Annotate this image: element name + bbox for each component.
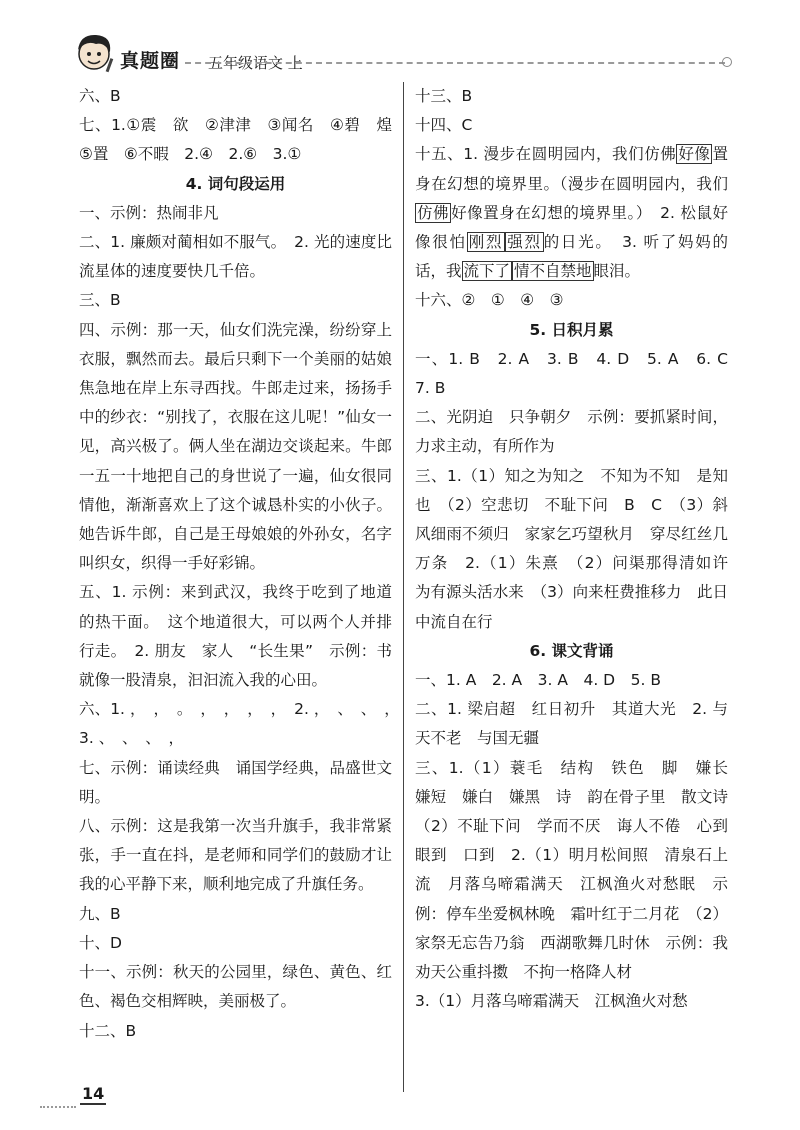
answer-item: 二、1. 梁启超 红日初升 其道大光 2. 与天不老 与国无疆 (415, 700, 728, 748)
answer-item: 3.（1）月落乌啼霜满天 江枫渔火对愁 (415, 992, 688, 1011)
boxed-word: 强烈 (507, 233, 542, 252)
answer-item: 十二、B (79, 1021, 137, 1040)
answer-item: 十三、B (415, 87, 473, 105)
boxed-word: 流下了 (463, 262, 511, 281)
answer-item: 五、1. 示例：来到武汉，我终于吃到了地道的热干面。 这个地道很大，可以两个人并排行走。 2. 朋友 家人 “长生果” 示例：书就像一股清泉，汩汩流入我的心田。 (79, 583, 392, 690)
answer-item: 三、1.（1）知之为知之 不知为不知 是知也 （2）空悲切 不耻下问 B C （3）斜风细雨不须归 家家乞巧望秋月 穿尽红丝几万条 2.（1）朱熹 （2）问渠那得清如许 为有源头活水来 （3）向来枉费推移力 此日中流自在行 (415, 466, 744, 631)
boy-mascot-icon (70, 30, 120, 76)
page-header (0, 0, 800, 80)
section-heading: 4. 词句段运用 (185, 174, 286, 193)
answer-item: 一、示例：热闹非凡 (79, 203, 219, 222)
answer-item: 七、1.①震 欲 ②津津 ③闻名 ④碧 煌 ⑤置 ⑥不暇 2.④ 2.⑥ 3.① (79, 116, 408, 164)
answer-item: 六、B (79, 87, 121, 105)
answer-item: 二、光阴迫 只争朝夕 示例：要抓紧时间，力求主动，有所作为 (415, 408, 728, 456)
answer-item: 二、1. 廉颇对蔺相如不服气。 2. 光的速度比流星体的速度要快几千倍。 (79, 233, 392, 281)
circle-end-icon (722, 57, 732, 67)
answer-item: 六、1. ， ， 。 ， ， ， ， 2. ， 、 、 ， 3. 、 、 、 ， (79, 700, 408, 748)
answer-item: 九、B (79, 904, 121, 923)
answer-item: 四、示例：那一天，仙女们洗完澡，纷纷穿上衣服，飘然而去。最后只剩下一个美丽的姑娘焦急地在岸上东寻西找。牛郎走过来，扬扬手中的纱衣：“别找了，衣服在这儿呢！”仙女一见，高兴极了。俩人坐在湖边交谈起来。牛郎一五一十地把自己的身世说了一遍，仙女很同情他，渐渐喜欢上了这个诚恳朴实的小伙子。她告诉牛郎，自己是王母娘娘的外孙女，名字叫织女，织得一手好彩锦。 (79, 320, 392, 573)
answer-item: 十四、C (415, 116, 473, 135)
boxed-word: 情不自禁地 (514, 262, 592, 281)
answer-item: 十、D (79, 933, 122, 952)
section-heading: 6. 课文背诵 (529, 641, 614, 660)
answer-item: 三、1.（1）蓑毛 结构 铁色 脚 嫌长 嫌短 嫌白 嫌黑 诗 韵在骨子里 散文诗 （2）不耻下问 学而不厌 诲人不倦 心到 眼到 口到 2.（1）明月松间照 清泉石上流 月落乌啼霜满天 江枫渔火对愁眠 示例：停车坐爱枫林晚 霜叶红于二月花 （2）家祭无忘告乃翁 西湖歌舞几时休 示例：我劝天公重抖擞 不拘一格降人材 (415, 758, 744, 982)
answer-item: 八、示例：这是我第一次当升旗手，我非常紧张，手一直在抖，是老师和同学们的鼓励才让我的心平静下来，顺利地完成了升旗任务。 (79, 817, 392, 894)
answer-item-correction: 十五、1. 漫步在圆明园内，我们仿佛 好像 置身在幻想的境界里。（漫步在圆明园内，我们仿佛 好像置身在幻想的境界里。） 2. 松鼠好像很怕 刚烈 强烈 的日光。 3. 听了妈妈的话，我 流下了 情不自禁地 眼泪。 (415, 145, 728, 281)
answer-item: 十一、示例：秋天的公园里，绿色、黄色、红色、褐色交相辉映，美丽极了。 (79, 963, 392, 1011)
page-number: 14 (82, 1084, 105, 1103)
book-subtitle: 五年级语文 上 (208, 54, 303, 72)
footer-dotted-rule (40, 1106, 76, 1108)
left-column (79, 82, 408, 1046)
boxed-word: 刚烈 (468, 233, 504, 252)
answer-item: 七、示例：诵读经典 诵国学经典，品盛世文明。 (79, 758, 392, 806)
section-heading: 5. 日积月累 (529, 320, 614, 339)
right-column (415, 82, 744, 1017)
header-dashed-rule (185, 62, 725, 64)
answer-item: 一、1. B 2. A 3. B 4. D 5. A 6. C 7. B (415, 349, 744, 398)
boxed-word: 好像 (678, 145, 711, 164)
answer-item: 一、1. A 2. A 3. A 4. D 5. B (415, 671, 661, 690)
boxed-word: 仿佛 (417, 203, 450, 222)
column-divider (403, 82, 404, 1092)
answer-item: 十六、② ① ④ ③ (415, 291, 564, 310)
answer-item: 三、B (79, 291, 121, 310)
brand-logo-text: 真题圈 (120, 50, 181, 72)
